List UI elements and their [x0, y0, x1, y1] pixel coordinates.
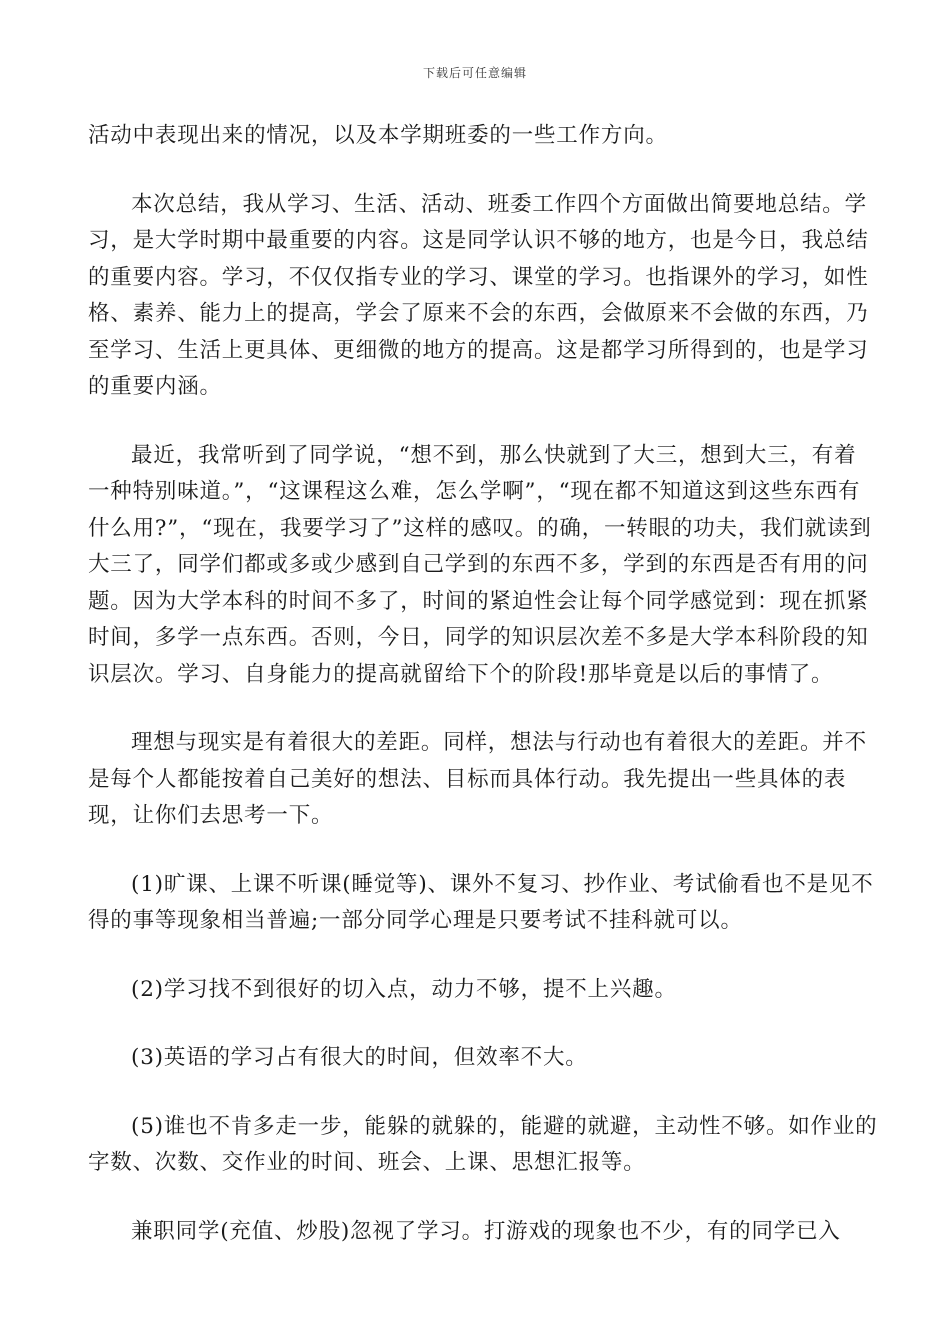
paragraph-student-quotes: 最近，我常听到了同学说，“想不到，那么快就到了大三，想到大三，有着一种特别味道。”，“这课程这么难，怎么学啊”，“现在都不知道这到这些东西有什么用?”，“现在，我要学习了”这样的感叹。的确，一转眼的功夫，我们就读到大三了，同学们都或多或少感到自己学到的东西不多，学到的东西是否有用的问题。因为大学本科的时间不多了，时间的紧迫性会让每个同学感觉到：现在抓紧时间，多学一点东西。否则，今日，同学的知识层次差不多是大学本科阶段的知识层次。学习、自身能力的提高就留给下个的阶段!那毕竟是以后的事情了。 — [88, 442, 872, 687]
paragraph-summary-intro: 本次总结，我从学习、生活、活动、班委工作四个方面做出简要地总结。学习，是大学时期中最重要的内容。这是同学认识不够的地方，也是今日，我总结的重要内容。学习，不仅仅指专业的学习、课堂的学习。也指课外的学习，如性格、素养、能力上的提高，学会了原来不会的东西，会做原来不会做的东西，乃至学习、生活上更具体、更细微的地方的提高。这是都学习所得到的，也是学习的重要内涵。 — [88, 191, 869, 399]
page-header: 下载后可任意编辑 — [422, 66, 527, 80]
paragraph-ideal-vs-reality: 理想与现实是有着很大的差距。同样，想法与行动也有着很大的差距。并不是每个人都能按着自己美好的想法、目标而具体行动。我先提出一些具体的表现，让你们去思考一下。 — [88, 730, 867, 828]
list-item-5: (5)谁也不肯多走一步，能躲的就躲的，能避的就避，主动性不够。如作业的字数、次数、交作业的时间、班会、上课、思想汇报等。 — [88, 1113, 878, 1175]
list-item-2: (2)学习找不到很好的切入点，动力不够，提不上兴趣。 — [131, 976, 677, 1002]
paragraph-continuation: 活动中表现出来的情况，以及本学期班委的一些工作方向。 — [88, 123, 668, 148]
paragraph-part-time: 兼职同学(充值、炒股)忽视了学习。打游戏的现象也不少，有的同学已入 — [131, 1218, 841, 1244]
document-body — [88, 118, 878, 1250]
list-item-1: (1)旷课、上课不听课(睡觉等)、课外不复习、抄作业、考试偷看也不是见不得的事等现象相当普遍;一部分同学心理是只要考试不挂科就可以。 — [88, 871, 874, 933]
list-item-3: (3)英语的学习占有很大的时间，但效率不大。 — [131, 1045, 588, 1070]
